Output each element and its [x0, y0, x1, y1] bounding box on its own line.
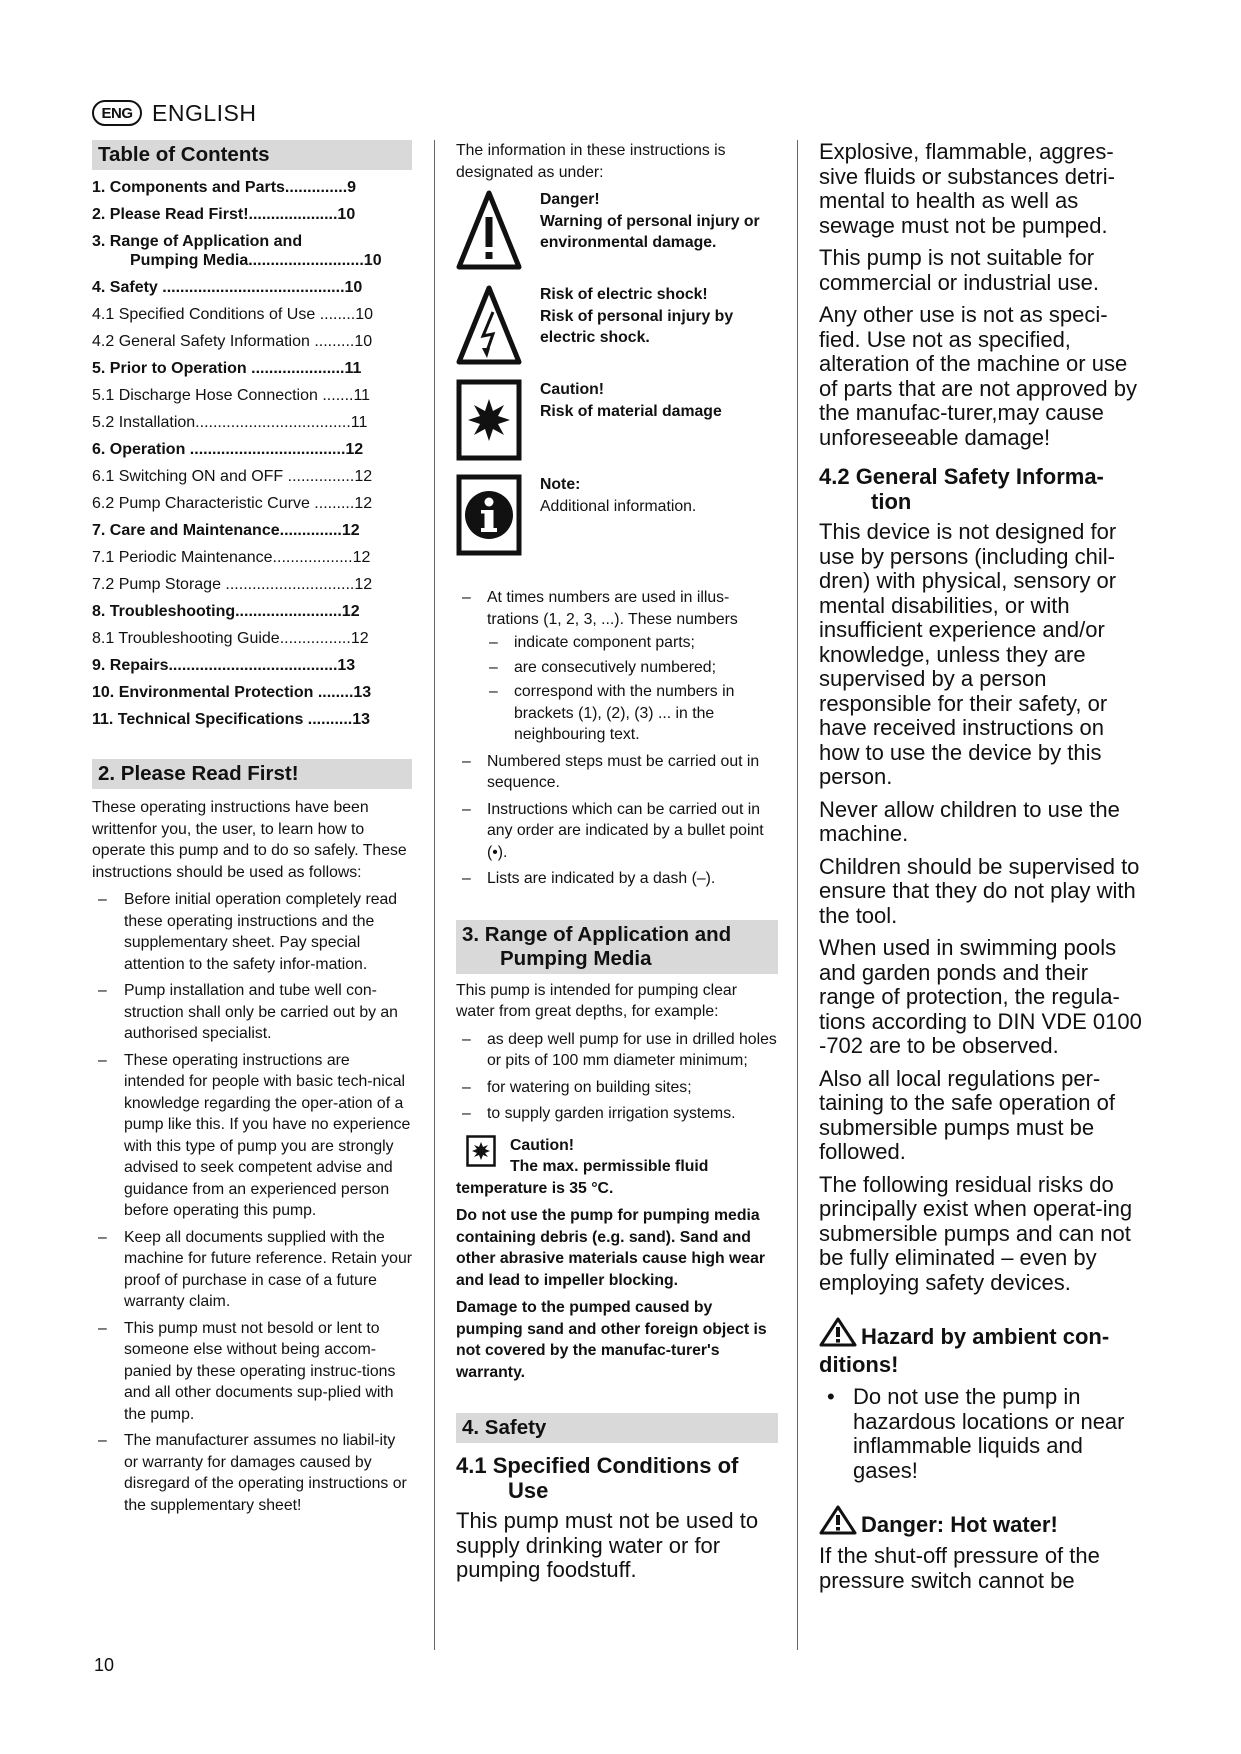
range-caution-line1: The max. permissible fluid: [510, 1158, 709, 1175]
hot-water-title: Danger: Hot water!: [819, 1505, 1149, 1540]
note-title: Note:: [540, 476, 581, 493]
para: Also all local regulations per-taining to the safe operation of submersible pumps must be followed.: [819, 1065, 1115, 1164]
toc-title: Table of Contents: [92, 140, 412, 170]
specified-use-para: This pump must not be used to supply drinking water or for pumping foodstuff.: [456, 1508, 759, 1582]
read-first-list: [92, 889, 412, 1516]
toc-item[interactable]: 2. Please Read First!....................10: [92, 206, 356, 223]
toc-item[interactable]: 7. Care and Maintenance..............12: [92, 522, 360, 539]
warning-triangle-icon: [456, 189, 540, 278]
para: When used in swimming pools and garden ponds and their range of protection, the regula-tions according to DIN VDE 0100 -702 are to be observed.: [819, 935, 1142, 1058]
shock-text: Risk of personal injury by electric shock.: [540, 307, 734, 346]
column-right: [819, 140, 1149, 1601]
list-item: – The manufacturer assumes no liabil-ity or warranty for damages caused by disregard of the operating instructions or the supplementary sheet!: [92, 1430, 412, 1516]
para: This device is not designed for use by persons (including chil-dren) with physical, sensory or mental disabilities, or with insufficient experience and/or knowledge, unless they are supervised by a person responsible for their safety, or have received instructions on how to use the device by this person.: [819, 519, 1117, 789]
list-item: – At times numbers are used in illus-trations (1, 2, 3, ...). These numbers – indicate component parts; – are consecutively numbered; – correspond with the numbers in brackets (1), (2), (3) ... in the neighbouring text.: [456, 587, 778, 746]
list-item: – Before initial operation completely read these operating instructions and the supplementary sheet. Pay special attention to the safety infor-mation.: [92, 889, 412, 975]
para: This pump is not suitable for commercial or industrial use.: [819, 245, 1099, 295]
range-bold-para1: Do not use the pump for pumping media containing debris (e.g. sand). Sand and other abrasive materials cause high wear and lead to impeller blocking.: [456, 1207, 766, 1289]
read-first-title: 2. Please Read First!: [92, 759, 412, 789]
para: Explosive, flammable, aggres-sive fluids or substances detri-mental to health as well as sewage must not be pumped.: [819, 139, 1115, 238]
symbol-danger: [456, 189, 778, 278]
hazard-bullet: • Do not use the pump in hazardous locations or near inflammable liquids and gases!: [827, 1384, 1125, 1483]
sub-list-item: – are consecutively numbered;: [487, 657, 778, 679]
toc-item[interactable]: 6.2 Pump Characteristic Curve .........12: [92, 495, 373, 512]
material-damage-icon: [456, 379, 540, 468]
symbol-note: [456, 474, 778, 563]
toc-list: [92, 178, 412, 729]
para: The following residual risks do principally exist when operat-ing submersible pumps and can not be fully eliminated – even by employing safety devices.: [819, 1171, 1133, 1295]
info-icon: [456, 474, 540, 563]
sub-list-item: – indicate component parts;: [487, 632, 778, 654]
list-item: – This pump must not besold or lent to someone else without being accom-panied by these operating instruc-tions and all other documents sup-plied with the pump.: [92, 1318, 412, 1426]
conventions-list: [456, 587, 778, 890]
danger-title: Danger!: [540, 191, 600, 208]
toc-item[interactable]: 3. Range of Application and Pumping Media..........................10: [92, 233, 382, 269]
toc-item[interactable]: 7.2 Pump Storage .............................12: [92, 576, 373, 593]
shock-title: Risk of electric shock!: [540, 286, 708, 303]
list-item: – for watering on building sites;: [456, 1077, 778, 1099]
toc-item[interactable]: 1. Components and Parts..............9: [92, 179, 357, 196]
sub-list: [487, 632, 778, 746]
toc-item[interactable]: 4. Safety .........................................10: [92, 279, 363, 296]
toc-item[interactable]: 9. Repairs......................................13: [92, 657, 356, 674]
toc-item[interactable]: 7.1 Periodic Maintenance..................12: [92, 549, 371, 566]
list-item: – These operating instructions are intended for people with basic tech-nical knowledge regarding the oper-ation of a pump like this. If you have no experience with this type of pump you are strongly advised to seek competent advise and guidance from an experienced person before operating this pump.: [92, 1050, 412, 1222]
range-title: 3. Range of Application and Pumping Media: [456, 920, 778, 974]
caution-title: Caution!: [540, 381, 605, 398]
range-bold-para2: Damage to the pumped caused by pumping sand and other foreign object is not covered by the manufac-turer's warranty.: [456, 1299, 767, 1381]
toc-item[interactable]: 4.1 Specified Conditions of Use ........10: [92, 306, 374, 323]
column-divider: [434, 140, 435, 1650]
warning-triangle-icon: [819, 1317, 857, 1352]
toc-item[interactable]: 6.1 Switching ON and OFF ...............12: [92, 468, 373, 485]
general-safety-title: 4.2 General Safety Informa- tion: [819, 464, 1104, 514]
list-item: – Lists are indicated by a dash (–).: [456, 868, 778, 890]
range-list: [456, 1029, 778, 1125]
symbols-intro: The information in these instructions is designated as under:: [456, 142, 726, 181]
page-number: 10: [94, 1655, 115, 1675]
toc-item[interactable]: 10. Environmental Protection ........13: [92, 684, 372, 701]
column-divider: [797, 140, 798, 1650]
language-name: ENGLISH: [152, 99, 257, 126]
hazard-title: Hazard by ambient con- ditions!: [819, 1317, 1149, 1377]
danger-text: Warning of personal injury or environmental damage.: [540, 212, 760, 251]
toc-item[interactable]: 6. Operation ...................................12: [92, 441, 364, 458]
toc-item[interactable]: 5.1 Discharge Hose Connection .......11: [92, 387, 371, 404]
toc-item[interactable]: 4.2 General Safety Information .........10: [92, 333, 373, 350]
specified-use-title: 4.1 Specified Conditions of Use: [456, 1453, 739, 1503]
range-intro: This pump is intended for pumping clear water from great depths, for example:: [456, 981, 737, 1020]
list-item: – to supply garden irrigation systems.: [456, 1103, 778, 1125]
symbol-caution: [456, 379, 778, 468]
toc-item[interactable]: 5. Prior to Operation .....................11: [92, 360, 362, 377]
safety-title: 4. Safety: [456, 1413, 778, 1443]
symbol-shock: [456, 284, 778, 373]
caution-text: Risk of material damage: [540, 402, 722, 420]
warning-triangle-icon: [819, 1505, 857, 1540]
toc-item[interactable]: 8. Troubleshooting........................12: [92, 603, 360, 620]
list-item: – Keep all documents supplied with the machine for future reference. Retain your proof of purchase in case of a future warranty claim.: [92, 1227, 412, 1313]
range-caution: [456, 1135, 778, 1178]
column-middle: [456, 140, 778, 1591]
para: Any other use is not as speci-fied. Use not as specified, alteration of the machine or use of parts that are not approved by the manufac-turer,may cause unforeseeable damage!: [819, 302, 1137, 450]
electric-shock-icon: [456, 284, 540, 373]
list-item: – Numbered steps must be carried out in sequence.: [456, 751, 778, 794]
toc-item[interactable]: 11. Technical Specifications ..........13: [92, 711, 371, 728]
hot-water-text: If the shut-off pressure of the pressure switch cannot be: [819, 1543, 1100, 1593]
para: Never allow children to use the machine.: [819, 796, 1120, 846]
toc-item[interactable]: 5.2 Installation...................................11: [92, 414, 368, 431]
toc-item[interactable]: 8.1 Troubleshooting Guide................12: [92, 630, 369, 647]
language-badge: ENG: [92, 100, 142, 126]
note-text: Additional information.: [540, 497, 697, 515]
list-item: – Instructions which can be carried out in any order are indicated by a bullet point (•).: [456, 799, 778, 864]
material-damage-icon: [466, 1135, 496, 1172]
sub-list-item: – correspond with the numbers in brackets (1), (2), (3) ... in the neighbouring text.: [487, 681, 778, 746]
list-item: – as deep well pump for use in drilled holes or pits of 100 mm diameter minimum;: [456, 1029, 778, 1072]
language-indicator: [92, 98, 256, 128]
column-left: [92, 140, 412, 1521]
list-item: – Pump installation and tube well con-struction shall only be carried out by an authorised specialist.: [92, 980, 412, 1045]
range-caution-line2: temperature is 35 °C.: [456, 1179, 614, 1197]
read-first-intro: These operating instructions have been writtenfor you, the user, to learn how to operate this pump and to do so safely. These instructions should be used as follows:: [92, 799, 407, 881]
range-caution-title: Caution!: [510, 1136, 575, 1154]
para: Children should be supervised to ensure that they do not play with the tool.: [819, 853, 1140, 928]
